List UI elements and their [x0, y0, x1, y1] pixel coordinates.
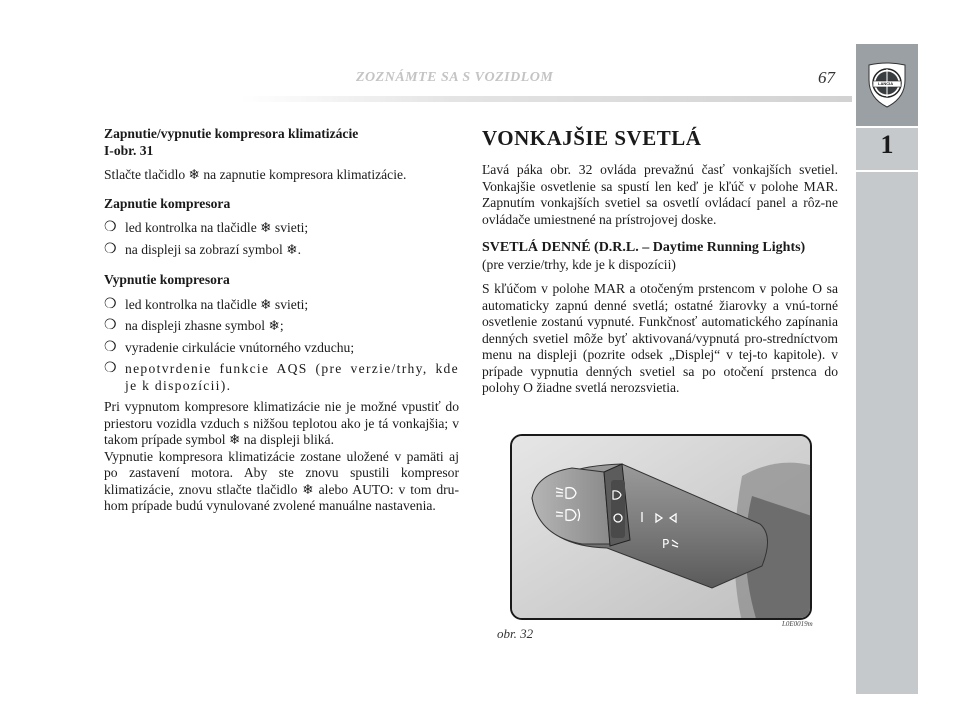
bullet-icon: ❍: [104, 241, 117, 257]
tab-separator: [856, 170, 918, 172]
list-item: ❍ vyradenie cirkulácie vnútorného vzduchu;: [104, 339, 355, 355]
paragraph: Pri vypnutom kompresore klimatizácie nie je možné vpustiť do priestoru vozidla vzduch s nižšou teplotou ako je tá vonkajšia; v takom prípade symbol ❄ na displeji bliká.: [104, 399, 459, 447]
tab-separator: [856, 126, 918, 128]
section3-heading: Vypnutie kompresora: [104, 272, 230, 287]
section1-text: Stlačte tlačidlo ❄ na zapnutie kompresora klimatizácie.: [104, 167, 407, 182]
brand-logo-box: [856, 44, 918, 126]
logo-text: LANCIA: [878, 81, 894, 86]
figure-code: L0E0019m: [782, 620, 813, 628]
bullet-icon: ❍: [104, 220, 117, 235]
chapter-number: 1: [880, 130, 894, 159]
header-rule: [240, 96, 852, 102]
figure-caption: obr. 32: [497, 626, 534, 641]
lighting-stalk-illustration: [512, 436, 812, 620]
list-item: ❍ led kontrolka na tlačidle ❄ svieti;: [104, 220, 309, 235]
drl-subheading: (pre verzie/trhy, kde je k dispozícii): [482, 256, 676, 272]
chapter-side-tab: [856, 44, 918, 694]
section1-heading-line2: I-obr. 31: [104, 142, 154, 158]
drl-paragraph: S kľúčom v polohe MAR a otočeným prstencom v polohe O sa automaticky zapnú denné svetlá; ostatné žiarovky a vnú-torné osvetlenie zostanú vypnuté. Funkčnosť automatického zapínania denných svetiel môže byť aktivovaná/vypnutá pro-stredníctvom menu na displeji (pozrite odsek „Displej“ v tej-to kapitole). v prípade vypnutia denných svetiel sa po otočení prstenca do polohy O žiadne svetlá nerozsvietia.: [482, 281, 838, 395]
bullet-icon: ❍: [104, 361, 117, 376]
bullet-icon: ❍: [104, 296, 117, 312]
bullet-icon: ❍: [104, 318, 117, 333]
paragraph: Vypnutie kompresora klimatizácie zostane uložené v pamäti aj po zastavení motora. Aby ste znovu spustili kompresor klimatizácie, znovu stlačte tlačidlo ❄ alebo AUTO: v tom dru-hom prípade budú vynulované zvolené manuálne nastavenia.: [104, 448, 459, 513]
drl-heading: SVETLÁ DENNÉ (D.R.L. – Daytime Running Lights): [482, 240, 806, 255]
left-column: [104, 126, 459, 515]
section-title: VONKAJŠIE SVETLÁ: [482, 126, 702, 150]
running-header: ZOZNÁMTE SA S VOZIDLOM: [356, 70, 554, 85]
section1-heading-line1: Zapnutie/vypnutie kompresora klimatizácie: [104, 126, 359, 141]
list-item: ❍ na displeji sa zobrazí symbol ❄.: [104, 241, 301, 257]
svg-text:P: P: [662, 537, 670, 551]
list-item: ❍ na displeji zhasne symbol ❄;: [104, 318, 284, 333]
intro-paragraph: Ľavá páka obr. 32 ovláda prevažnú časť vonkajších svetiel. Vonkajšie osvetlenie sa spustí len keď je kľúč v polohe MAR. Zapnutím vonkajších svetiel sa osvetlí ovládací panel a rôz-ne ovládače umiestnené na prístrojovej doske.: [482, 162, 838, 227]
ring-label: [611, 480, 625, 538]
bullet-icon: ❍: [104, 339, 117, 355]
section2-heading: Zapnutie kompresora: [104, 195, 231, 211]
lighting-stalk-figure: [510, 434, 812, 620]
list-item: ❍ led kontrolka na tlačidle ❄ svieti;: [104, 296, 309, 312]
list-item: ❍ nepotvrdenie funkcie AQS (pre verzie/trhy, kde je k dispozícii).: [104, 361, 459, 393]
page-number: 67: [818, 68, 835, 87]
right-column: [482, 124, 838, 397]
